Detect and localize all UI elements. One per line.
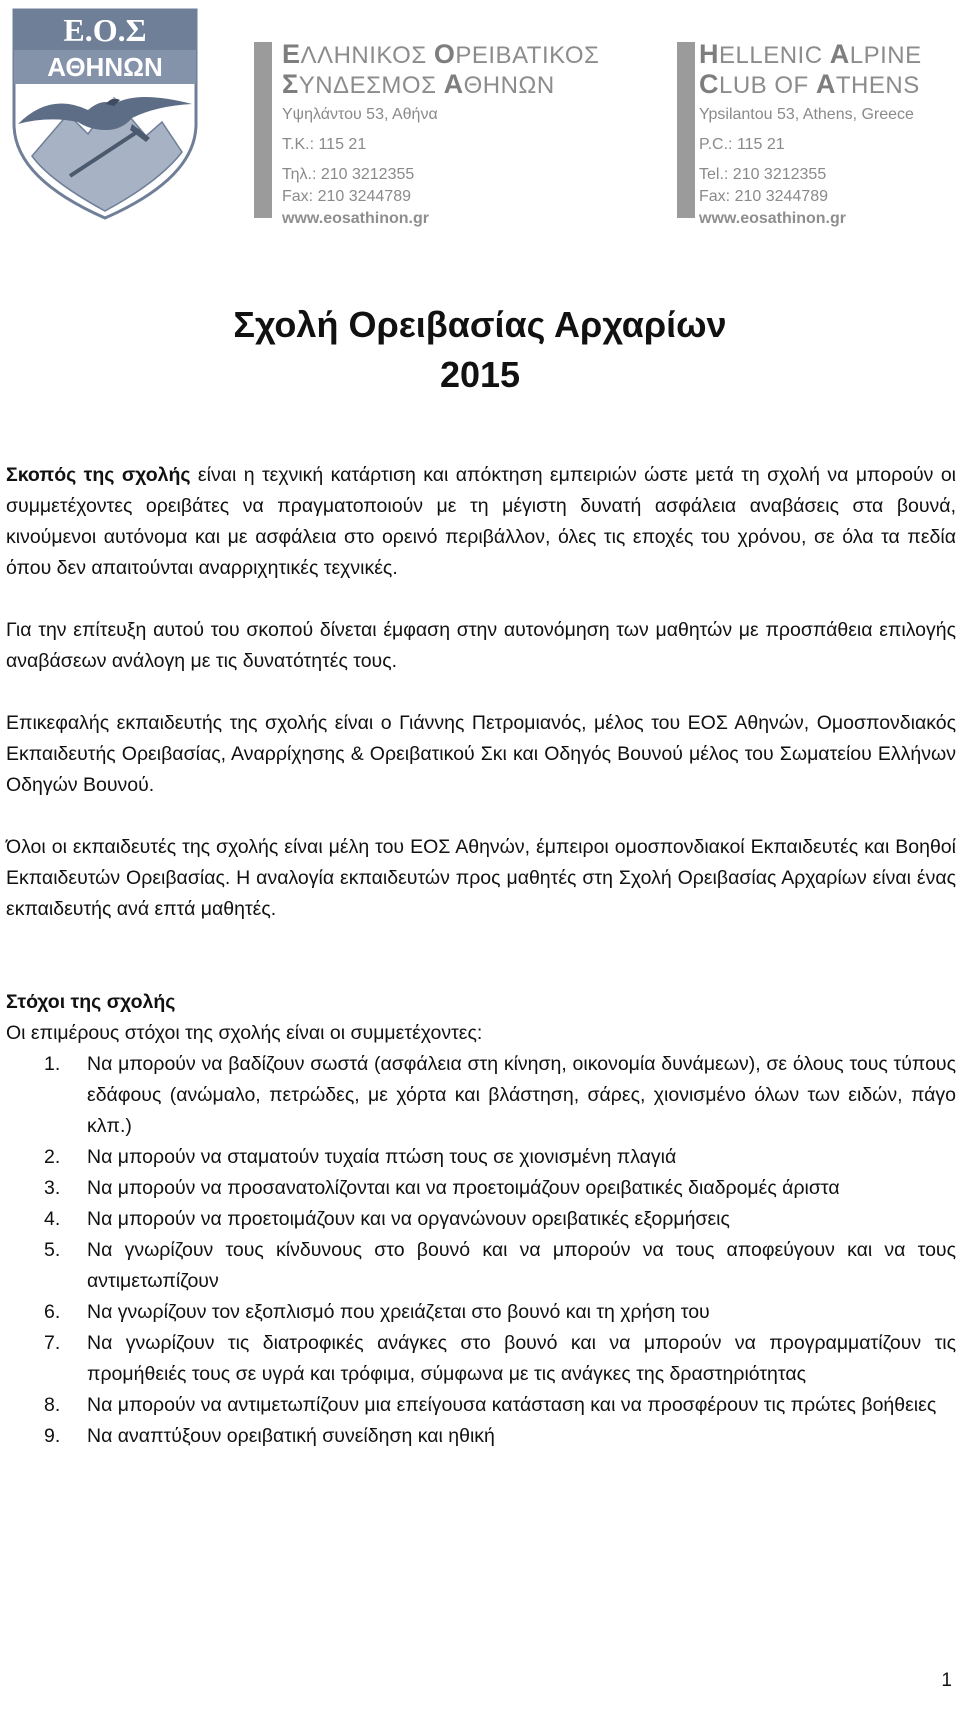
english-contact-block — [699, 40, 922, 230]
english-website: www.eosathinon.gr — [699, 210, 846, 227]
list-item — [6, 1390, 956, 1421]
initial-letter: A — [829, 39, 850, 69]
list-item-number: 4. — [44, 1208, 61, 1230]
english-accent-bar — [677, 42, 695, 218]
list-item — [6, 1204, 956, 1235]
english-address: Ypsilantou 53, Athens, Greece — [699, 106, 914, 123]
document-title — [0, 300, 960, 400]
greek-fax: Fax: 210 3244789 — [282, 188, 411, 205]
greek-website: www.eosathinon.gr — [282, 210, 429, 227]
list-item-number: 9. — [44, 1425, 61, 1447]
logo-top-text: Ε.Ο.Σ — [63, 12, 147, 48]
list-item-number: 5. — [44, 1239, 61, 1261]
list-item — [6, 1142, 956, 1173]
list-item — [6, 1173, 956, 1204]
paragraph-head-instructor: Επικεφαλής εκπαιδευτής της σχολής είναι ο Γιάννης Πετρομιανός, μέλος του ΕΟΣ Αθηνών, Ομοσπονδιακός Εκπαιδευτής Ορειβασίας, Αναρρίχησης & Ορειβατικού Σκι και Οδηγός Βουνού μέλος του Σωματείου Ελλήνων Οδηγών Βουνού. — [6, 712, 956, 796]
name-fragment: LUB OF — [719, 72, 816, 99]
greek-club-name-line1 — [282, 40, 599, 70]
title-line-2: 2015 — [439, 354, 521, 395]
eagle-mountain-emblem-icon — [10, 6, 200, 221]
list-item — [6, 1297, 956, 1328]
list-item-number: 7. — [44, 1332, 61, 1354]
initial-letter: Α — [443, 69, 464, 99]
title-line-1: Σχολή Ορειβασίας Αρχαρίων — [233, 304, 727, 345]
list-item-text: Να μπορούν να σταματούν τυχαία πτώση τους σε χιονισμένη πλαγιά — [87, 1146, 677, 1168]
list-item — [6, 1328, 956, 1390]
english-postcode: P.C.: 115 21 — [699, 136, 785, 153]
initial-letter: A — [815, 69, 836, 99]
initial-letter: Σ — [282, 69, 299, 99]
list-item-number: 8. — [44, 1394, 61, 1416]
english-club-name-line1 — [699, 40, 922, 70]
name-fragment: ΘΗΝΩΝ — [463, 72, 555, 99]
list-item — [6, 1235, 956, 1297]
list-item-text: Να γνωρίζουν τις διατροφικές ανάγκες στο βουνό και να μπορούν να προγραμματίζουν τις προμήθειές τους σε υγρά και τρόφιμα, σύμφωνα με τις ανάγκες της δραστηριότητας — [87, 1332, 956, 1385]
list-item-text: Να γνωρίζουν τους κίνδυνους στο βουνό και να μπορούν να τους αποφεύγουν και να τους αντιμετωπίζουν — [87, 1239, 956, 1292]
greek-accent-bar — [254, 42, 272, 218]
club-logo — [10, 6, 200, 221]
goals-intro: Οι επιμέρους στόχοι της σχολής είναι οι συμμετέχοντες: — [6, 1022, 483, 1044]
paragraph-instructors: Όλοι οι εκπαιδευτές της σχολής είναι μέλη του ΕΟΣ Αθηνών, έμπειροι ομοσπονδιακοί Εκπαιδευτές και Βοηθοί Εκπαιδευτών Ορειβασίας. Η αναλογία εκπαιδευτών προς μαθητές στη Σχολή Ορειβασίας Αρχαρίων είναι ένας εκπαιδευτής ανά επτά μαθητές. — [6, 836, 956, 920]
name-fragment: LPINE — [849, 42, 922, 69]
initial-letter: C — [699, 69, 719, 99]
initial-letter: Ε — [282, 39, 301, 69]
name-fragment: THENS — [835, 72, 920, 99]
initial-letter: H — [699, 39, 719, 69]
list-item-text: Να γνωρίζουν τον εξοπλισμό που χρειάζεται στο βουνό και τη χρήση του — [87, 1301, 710, 1323]
paragraph-purpose — [6, 460, 956, 584]
initial-letter: Ο — [433, 39, 456, 69]
name-fragment: ΛΛΗΝΙΚΟΣ — [300, 42, 434, 69]
list-item-text: Να μπορούν να αντιμετωπίζουν μια επείγουσα κατάσταση και να προσφέρουν τις πρώτες βοήθειες — [87, 1394, 937, 1416]
list-item-number: 1. — [44, 1053, 61, 1075]
paragraph-text: είναι η τεχνική κατάρτιση και απόκτηση εμπειριών ώστε μετά τη σχολή να μπορούν οι συμμετέχοντες ορειβάτες να πραγματοποιούν με τη μέγιστη δυνατή ασφάλεια αναβάσεις στα βουνά, κινούμενοι αυτόνομα και με ασφάλεια στο ορεινό περιβάλλον, όλες τις εποχές του χρόνου, σε όλα τα πεδία όπου δεν απαιτούνται αναρριχητικές τεχνικές. — [6, 464, 957, 579]
list-item-text: Να μπορούν να βαδίζουν σωστά (ασφάλεια στη κίνηση, οικονομία δυνάμεων), σε όλους τους τύπους εδάφους (ανώμαλο, πετρώδες, με χόρτα και βλάστηση, σάρες, χιονισμένο όλων των ειδών, πάγο κλπ.) — [87, 1053, 956, 1137]
list-item-number: 3. — [44, 1177, 61, 1199]
list-item — [6, 1421, 956, 1452]
logo-bottom-text: ΑΘΗΝΩΝ — [47, 52, 163, 82]
greek-club-name-line2 — [282, 70, 599, 100]
paragraph-autonomy: Για την επίτευξη αυτού του σκοπού δίνεται έμφαση στην αυτονόμηση των μαθητών με προσπάθεια επιλογής αναβάσεων ανάλογη με τις δυνατότητές τους. — [6, 619, 956, 672]
name-fragment: ΥΝΔΕΣΜΟΣ — [298, 72, 444, 99]
english-fax: Fax: 210 3244789 — [699, 188, 828, 205]
greek-contact-block — [282, 40, 599, 230]
paragraph-lead: Σκοπός της σχολής — [6, 464, 191, 486]
greek-phone: Τηλ.: 210 3212355 — [282, 166, 415, 183]
goals-heading: Στόχοι της σχολής — [6, 991, 176, 1013]
name-fragment: ΡΕΙΒΑΤΙΚΟΣ — [455, 42, 600, 69]
list-item-text: Να μπορούν να προετοιμάζουν και να οργανώνουν ορειβατικές εξορμήσεις — [87, 1208, 730, 1230]
list-item-number: 6. — [44, 1301, 61, 1323]
list-item-number: 2. — [44, 1146, 61, 1168]
greek-address: Υψηλάντου 53, Αθήνα — [282, 106, 438, 123]
letterhead — [0, 0, 960, 225]
name-fragment: ELLENIC — [719, 42, 830, 69]
goals-list — [6, 1049, 956, 1452]
page-number: 1 — [941, 1670, 952, 1691]
document-body — [6, 460, 956, 1452]
list-item-text: Να αναπτύξουν ορειβατική συνείδηση και ηθική — [87, 1425, 495, 1447]
english-phone: Tel.: 210 3212355 — [699, 166, 827, 183]
english-club-name-line2 — [699, 70, 922, 100]
greek-postcode: Τ.Κ.: 115 21 — [282, 136, 367, 153]
list-item-text: Να μπορούν να προσανατολίζονται και να προετοιμάζουν ορειβατικές διαδρομές άριστα — [87, 1177, 840, 1199]
list-item — [6, 1049, 956, 1142]
